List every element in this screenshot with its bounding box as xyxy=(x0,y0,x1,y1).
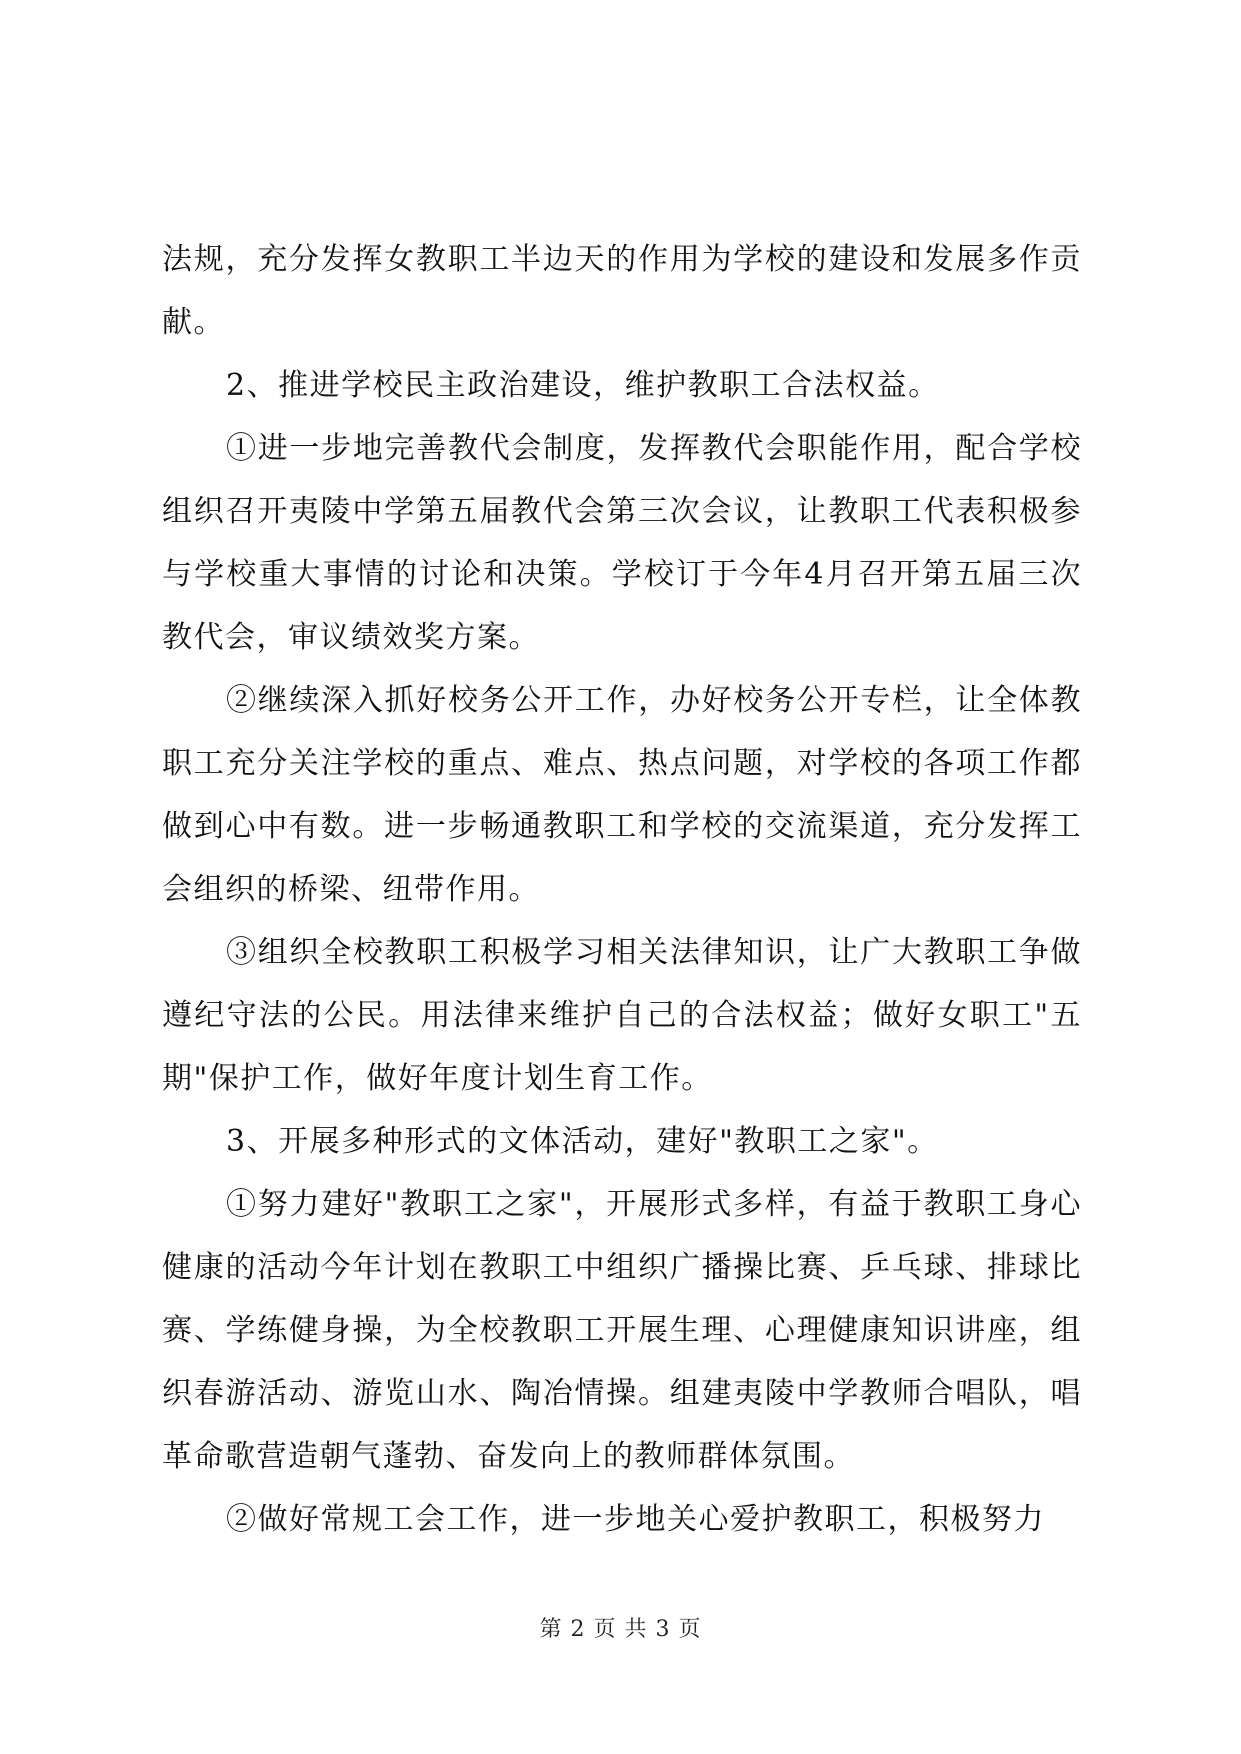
paragraph-5: ③组织全校教职工积极学习相关法律知识，让广大教职工争做遵纪守法的公民。用法律来维护自己的合法权益；做好女职工"五期"保护工作，做好年度计划生育工作。 xyxy=(162,935,1082,1096)
paragraph-6: 3、开展多种形式的文体活动，建好"教职工之家"。 xyxy=(226,1124,939,1159)
document-body xyxy=(162,228,1082,1551)
paragraph-4: ②继续深入抓好校务公开工作，办好校务公开专栏，让全体教职工充分关注学校的重点、难点、热点问题，对学校的各项工作都做到心中有数。进一步畅通教职工和学校的交流渠道，充分发挥工会组织的桥梁、纽带作用。 xyxy=(162,683,1082,907)
paragraph-7: ①努力建好"教职工之家"，开展形式多样，有益于教职工身心健康的活动今年计划在教职工中组织广播操比赛、乒乓球、排球比赛、学练健身操，为全校教职工开展生理、心理健康知识讲座，组织春游活动、游览山水、陶冶情操。组建夷陵中学教师合唱队，唱革命歌营造朝气蓬勃、奋发向上的教师群体氛围。 xyxy=(162,1187,1082,1474)
paragraph-3: ①进一步地完善教代会制度，发挥教代会职能作用，配合学校组织召开夷陵中学第五届教代会第三次会议，让教职工代表积极参与学校重大事情的讨论和决策。学校订于今年4月召开第五届三次教代会，审议绩效奖方案。 xyxy=(162,431,1082,655)
paragraph-2: 2、推进学校民主政治建设，维护教职工合法权益。 xyxy=(226,368,940,403)
paragraph-1: 法规，充分发挥女教职工半边天的作用为学校的建设和发展多作贡献。 xyxy=(162,242,1082,340)
paragraph-8: ②做好常规工会工作，进一步地关心爱护教职工，积极努力 xyxy=(226,1502,1045,1537)
page-number-footer: 第 2 页 共 3 页 xyxy=(539,1617,702,1642)
